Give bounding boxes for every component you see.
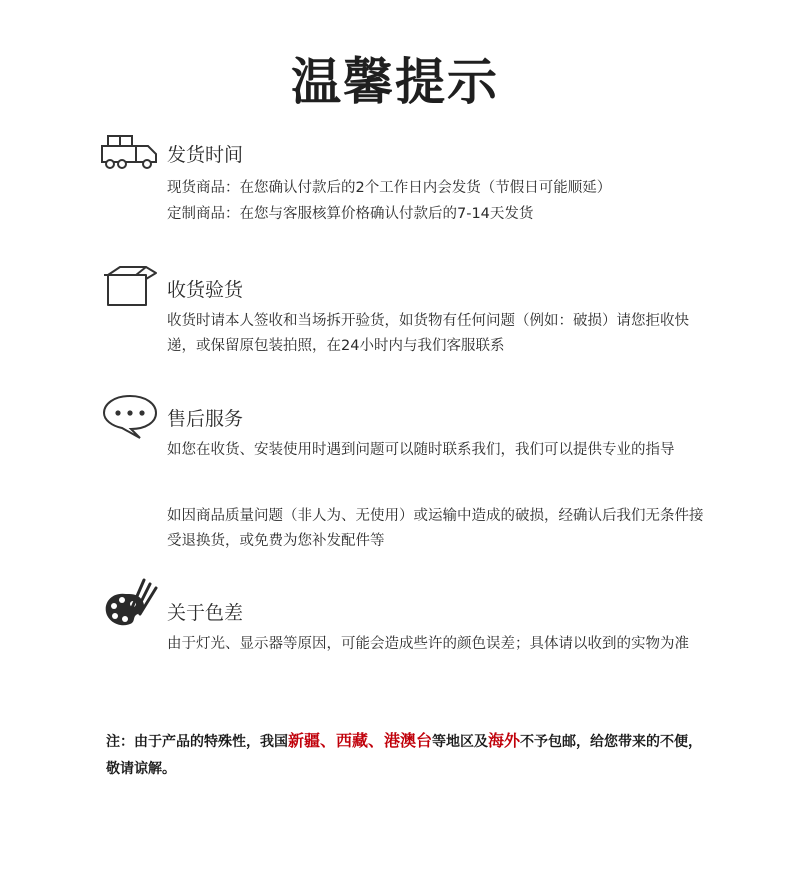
section-receipt-inspection <box>100 263 720 363</box>
section-paragraph: 现货商品：在您确认付款后的2个工作日内会发货（节假日可能顺延） <box>167 180 612 196</box>
section-heading: 收货验货 <box>167 279 244 301</box>
note-text: 等地区及 <box>432 734 489 750</box>
note-text: 不予包邮，给您带来的不便，敬请谅解。 <box>106 734 703 777</box>
section-heading: 发货时间 <box>167 144 244 166</box>
note-region-highlight: 新疆、西藏、港澳台 <box>288 731 433 750</box>
shipping-note <box>106 727 706 783</box>
chat-bubble-icon <box>100 392 160 442</box>
section-heading: 关于色差 <box>167 602 244 624</box>
section-paragraph: 收货时请本人签收和当场拆开验货，如货物有任何问题（例如：破损）请您拒收快递，或保留原包装拍照，在24小时内与我们客服联系 <box>167 313 689 354</box>
paint-palette-icon <box>100 578 160 628</box>
page-title: 温馨提示 <box>291 53 499 111</box>
section-paragraph: 由于灯光、显示器等原因，可能会造成些许的颜色误差；具体请以收到的实物为准 <box>167 636 689 652</box>
note-text: 注：由于产品的特殊性，我国 <box>106 734 288 750</box>
section-heading: 售后服务 <box>167 408 244 430</box>
section-paragraph: 如您在收货、安装使用时遇到问题可以随时联系我们，我们可以提供专业的指导 <box>167 442 675 458</box>
note-overseas-highlight: 海外 <box>488 731 521 750</box>
section-color-difference <box>100 578 720 688</box>
section-shipping-time <box>100 128 720 238</box>
section-after-sales <box>100 392 720 562</box>
package-box-icon <box>100 263 160 313</box>
delivery-truck-icon <box>100 132 160 182</box>
section-paragraph: 定制商品：在您与客服核算价格确认付款后的7-14天发货 <box>167 206 534 222</box>
section-paragraph: 如因商品质量问题（非人为、无使用）或运输中造成的破损，经确认后我们无条件接受退换货，或免费为您补发配件等 <box>167 508 704 549</box>
